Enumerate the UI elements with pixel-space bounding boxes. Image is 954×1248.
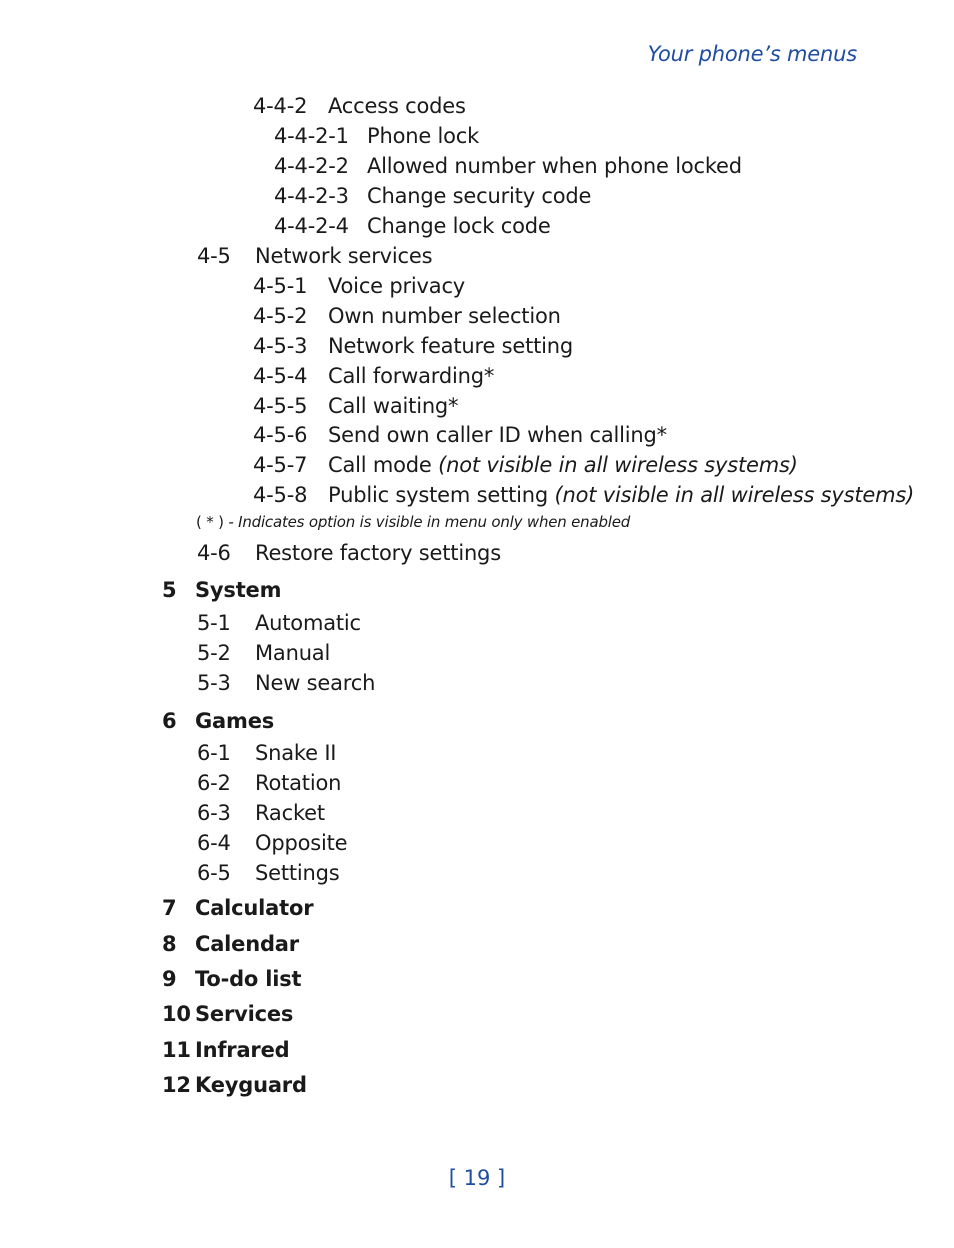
item-number: 4-5 — [197, 244, 231, 268]
item-number: 4-5-5 — [253, 394, 308, 418]
item-label: Change security code — [367, 184, 592, 208]
item-label: Restore factory settings — [255, 541, 501, 565]
item-number: 5-2 — [197, 641, 231, 665]
item-number: 4-5-7 — [253, 453, 308, 477]
item-number: 4-5-1 — [253, 274, 308, 298]
item-label: Rotation — [255, 771, 342, 795]
section-number: 7 — [162, 896, 177, 920]
section-label: To-do list — [195, 967, 302, 991]
item-number: 6-5 — [197, 861, 231, 885]
item-label: Settings — [255, 861, 340, 885]
item-number: 4-4-2 — [253, 94, 308, 118]
item-label: Network feature setting — [328, 334, 574, 358]
item-number: 4-4-2-3 — [274, 184, 349, 208]
item-label: New search — [255, 671, 376, 695]
item-label: Access codes — [328, 94, 466, 118]
item-label: Automatic — [255, 611, 361, 635]
item-number: 4-5-3 — [253, 334, 308, 358]
item-label: Racket — [255, 801, 325, 825]
section-label: Games — [195, 709, 275, 733]
availability-note: (not visible in all wireless systems) — [554, 483, 915, 507]
item-label: Allowed number when phone locked — [367, 154, 742, 178]
item-number: 4-5-2 — [253, 304, 308, 328]
item-label: Snake II — [255, 741, 337, 765]
item-label: Change lock code — [367, 214, 551, 238]
running-header: Your phone’s menus — [647, 42, 857, 66]
section-number: 11 — [162, 1038, 191, 1062]
item-number: 6-4 — [197, 831, 231, 855]
section-number: 6 — [162, 709, 177, 733]
footnote-marker: ( * ) — [196, 513, 224, 531]
section-label: System — [195, 578, 282, 602]
item-number: 6-2 — [197, 771, 231, 795]
item-number: 6-3 — [197, 801, 231, 825]
item-label: Call forwarding* — [328, 364, 495, 388]
section-label: Calendar — [195, 932, 299, 956]
page-number: [ 19 ] — [448, 1166, 506, 1190]
item-number: 4-6 — [197, 541, 231, 565]
item-number: 4-4-2-1 — [274, 124, 349, 148]
item-number: 6-1 — [197, 741, 231, 765]
item-label: Phone lock — [367, 124, 480, 148]
item-label: Call mode — [328, 453, 432, 477]
item-label: Call waiting* — [328, 394, 459, 418]
item-number: 5-3 — [197, 671, 231, 695]
availability-note: (not visible in all wireless systems) — [438, 453, 798, 477]
section-number: 10 — [162, 1002, 191, 1026]
item-number: 5-1 — [197, 611, 231, 635]
section-label: Keyguard — [195, 1073, 307, 1097]
footnote — [196, 513, 630, 531]
item-label: Opposite — [255, 831, 348, 855]
item-number: 4-5-4 — [253, 364, 308, 388]
footnote-text: - Indicates option is visible in menu only when enabled — [223, 513, 631, 531]
section-label: Services — [195, 1002, 294, 1026]
section-label: Calculator — [195, 896, 314, 920]
item-number: 4-5-6 — [253, 423, 308, 447]
section-number: 8 — [162, 932, 177, 956]
item-number: 4-5-8 — [253, 483, 308, 507]
section-label: Infrared — [195, 1038, 290, 1062]
item-label: Voice privacy — [328, 274, 466, 298]
item-label: Own number selection — [328, 304, 561, 328]
section-number: 12 — [162, 1073, 191, 1097]
item-label: Manual — [255, 641, 331, 665]
item-number: 4-4-2-2 — [274, 154, 349, 178]
item-label: Public system setting — [328, 483, 549, 507]
item-label: Network services — [255, 244, 433, 268]
section-number: 9 — [162, 967, 177, 991]
item-label-group — [328, 450, 798, 480]
item-label-group — [328, 480, 914, 510]
item-label: Send own caller ID when calling* — [328, 423, 667, 447]
item-number: 4-4-2-4 — [274, 214, 349, 238]
section-number: 5 — [162, 578, 177, 602]
